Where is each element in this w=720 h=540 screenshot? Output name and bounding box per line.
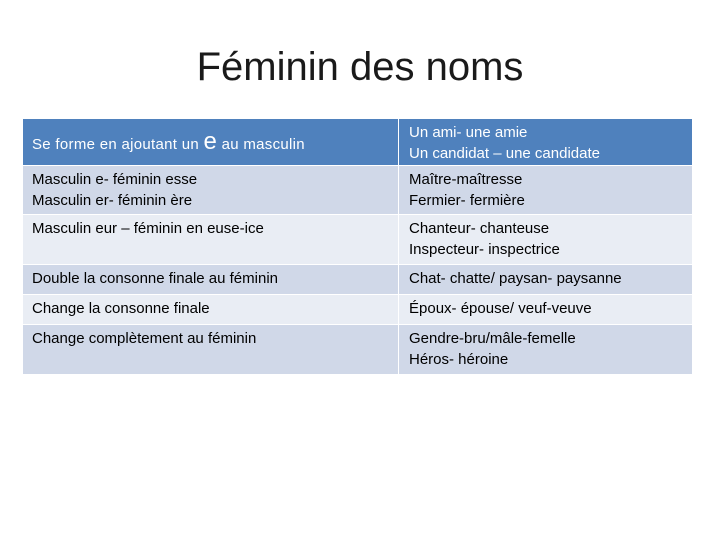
table-row	[23, 166, 693, 215]
example-line: Maître-maîtresse	[409, 171, 523, 188]
header-rule-after: au masculin	[221, 136, 305, 153]
example-cell	[399, 215, 693, 265]
example-line: Chanteur- chanteuse	[409, 220, 550, 237]
rule-line: Double la consonne finale au féminin	[32, 270, 278, 287]
table-header-row	[23, 119, 693, 166]
table-row	[23, 265, 693, 295]
rule-cell	[23, 325, 399, 375]
table-row	[23, 295, 693, 325]
rule-line: Masculin eur – féminin en euse-ice	[32, 220, 264, 237]
rule-line: Masculin e- féminin esse	[32, 171, 198, 188]
header-example-line: Un candidat – une candidate	[409, 145, 600, 162]
example-line: Époux- épouse/ veuf-veuve	[409, 300, 592, 317]
rule-cell	[23, 265, 399, 295]
example-cell	[399, 325, 693, 375]
header-rule-before: Se forme en ajoutant un	[32, 136, 200, 153]
table-row	[23, 325, 693, 375]
header-rule-letter: e	[203, 128, 218, 155]
example-cell	[399, 265, 693, 295]
example-line: Fermier- fermière	[409, 192, 525, 209]
rule-line: Masculin er- féminin ère	[32, 192, 193, 209]
rule-line: Change complètement au féminin	[32, 330, 257, 347]
header-example-cell	[399, 119, 693, 166]
example-line: Chat- chatte/ paysan- paysanne	[409, 270, 622, 287]
rule-cell	[23, 295, 399, 325]
feminine-nouns-table	[22, 118, 693, 375]
example-cell	[399, 166, 693, 215]
header-rule-cell	[23, 119, 399, 166]
slide-title: Féminin des noms	[196, 45, 524, 89]
rule-cell	[23, 215, 399, 265]
table-row	[23, 215, 693, 265]
example-line: Inspecteur- inspectrice	[409, 241, 560, 258]
example-line: Héros- héroine	[409, 351, 509, 368]
rule-cell	[23, 166, 399, 215]
rule-line: Change la consonne finale	[32, 300, 210, 317]
header-example-line: Un ami- une amie	[409, 124, 528, 141]
example-cell	[399, 295, 693, 325]
example-line: Gendre-bru/mâle-femelle	[409, 330, 576, 347]
